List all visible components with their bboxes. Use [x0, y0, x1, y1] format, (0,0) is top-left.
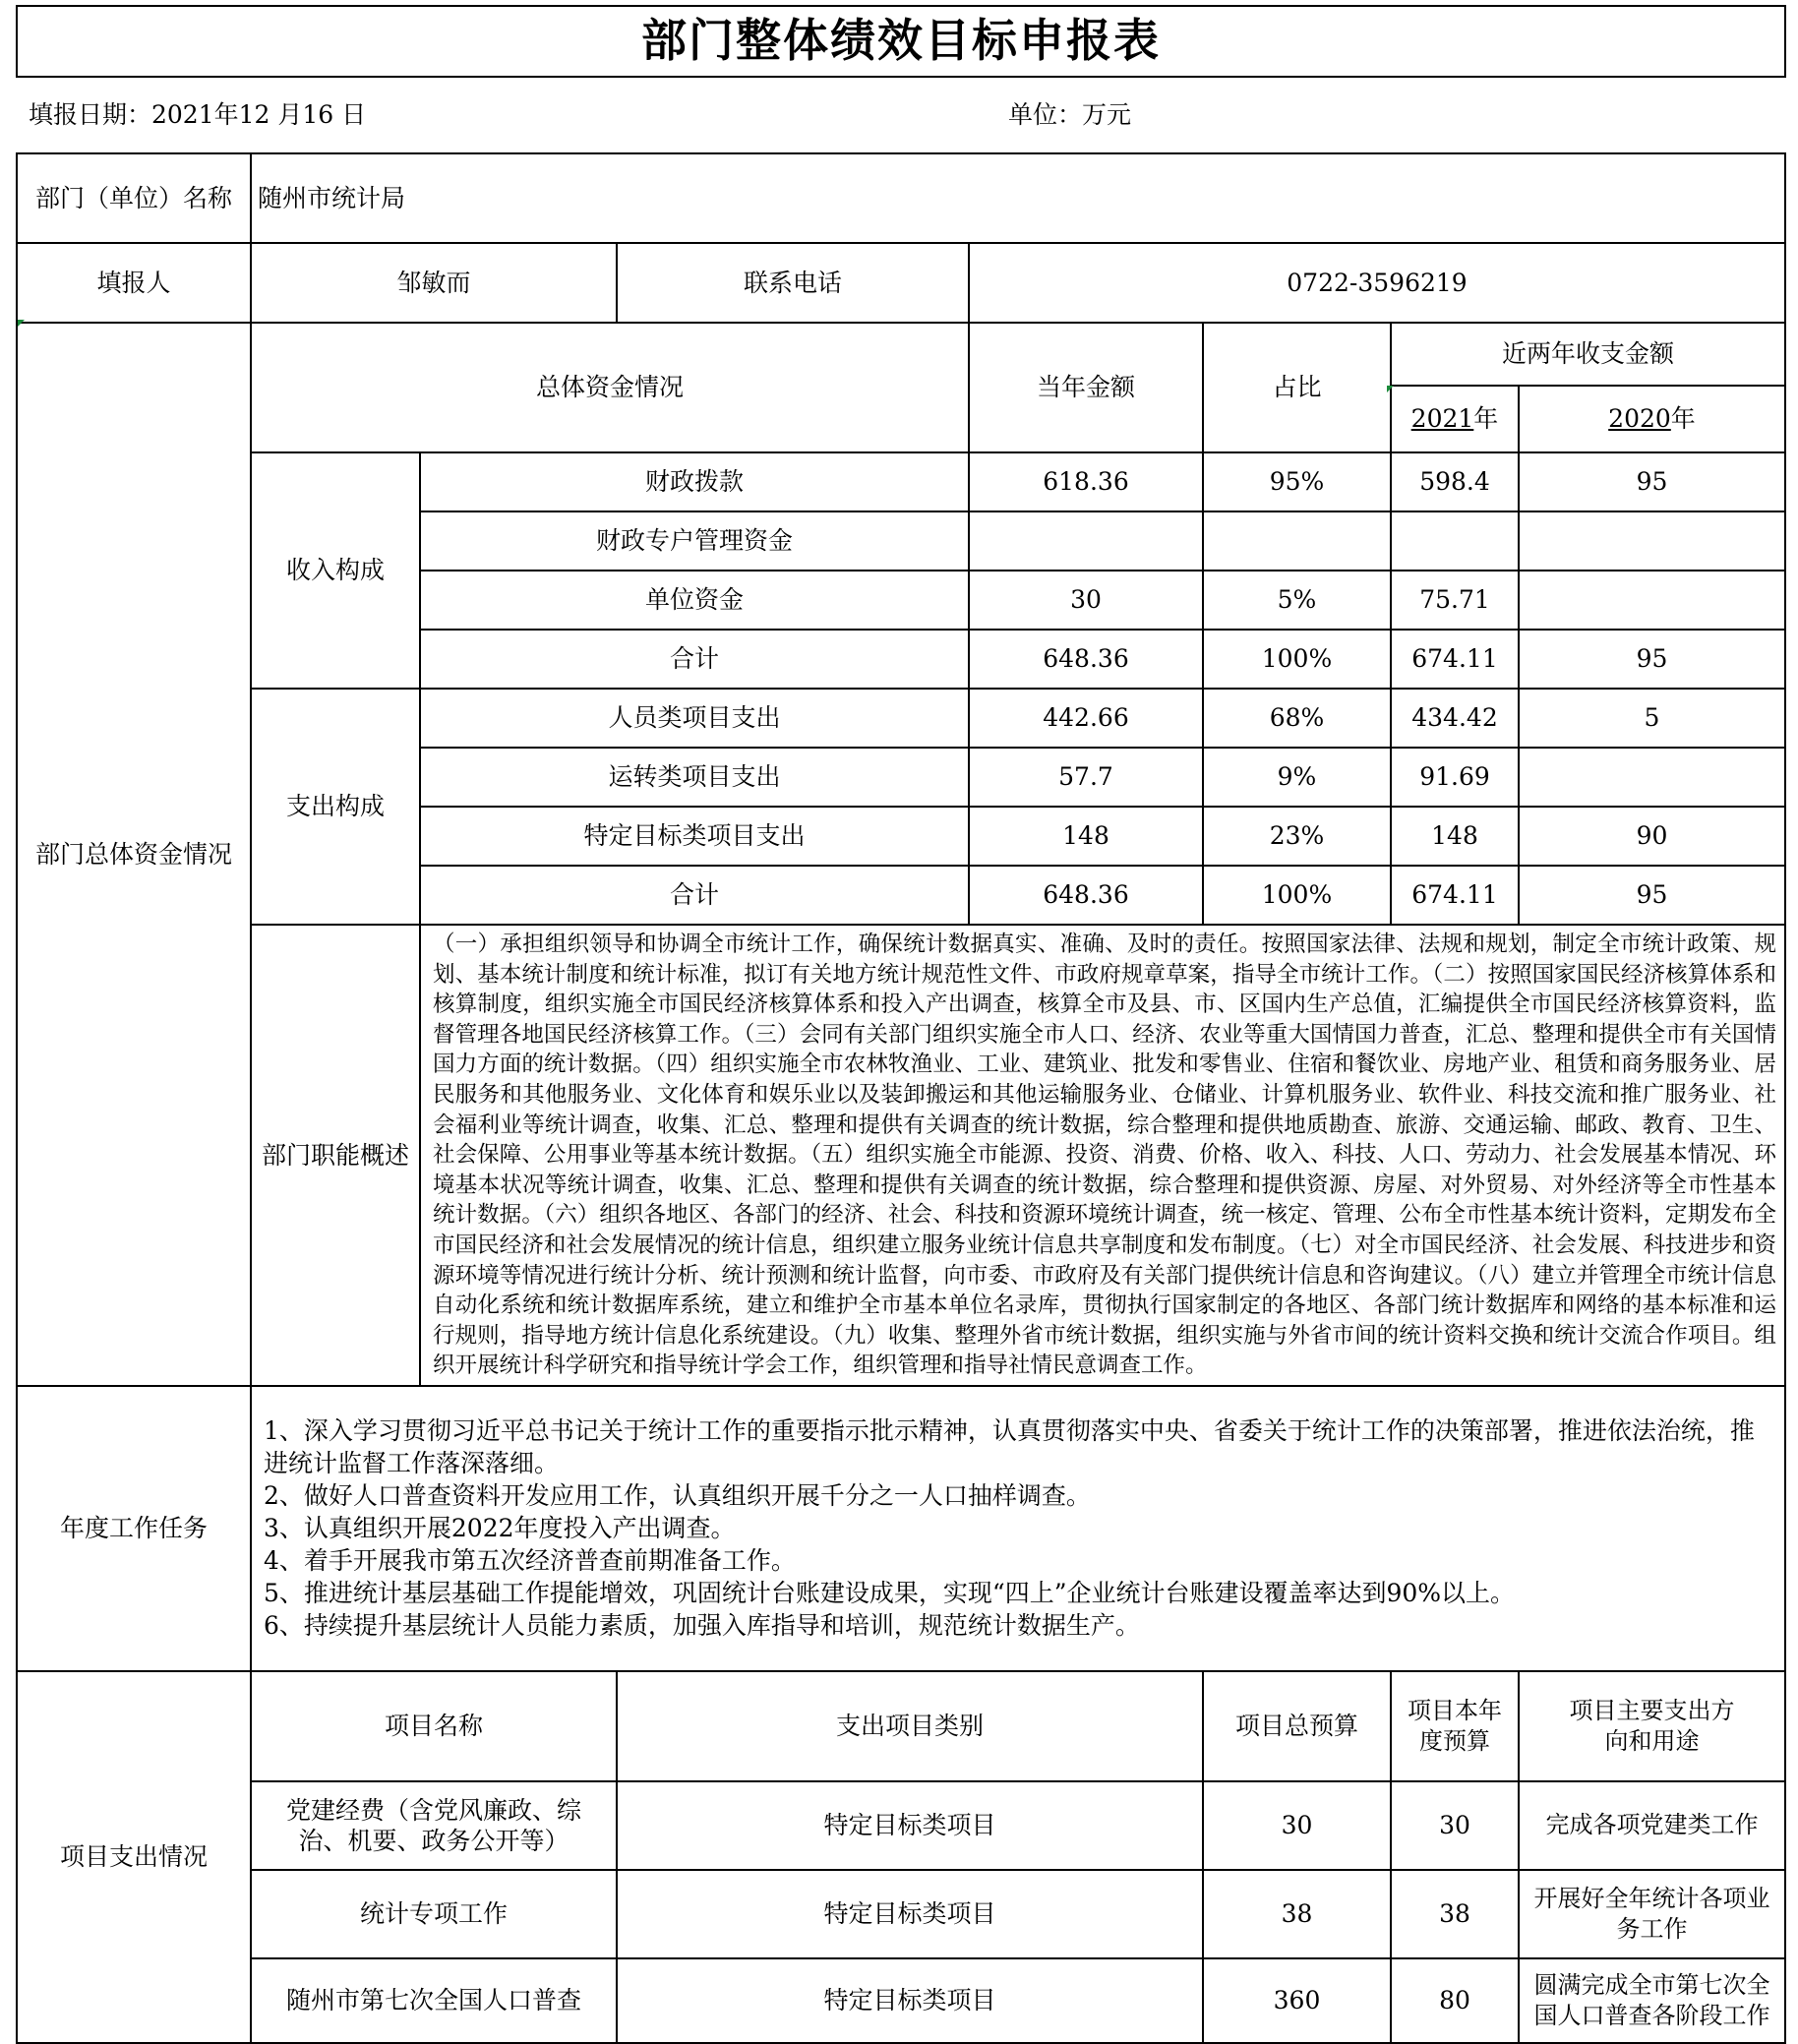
income-row-amount: 30 [969, 571, 1203, 630]
table-row [17, 1958, 1785, 2043]
unit-label: 单位：万元 [969, 77, 1785, 153]
income-row-2021: 598.4 [1391, 452, 1519, 511]
income-row-ratio: 95% [1203, 452, 1391, 511]
list-item: 1、深入学习贯彻习近平总书记关于统计工作的重要指示批示精神，认真贯彻落实中央、省委关于统计工作的决策部署，推进依法治统，推进统计监督工作落深落细。 [264, 1416, 1755, 1478]
expense-row-amount: 442.66 [969, 689, 1203, 748]
project-category: 特定目标类项目 [617, 1870, 1203, 1958]
project-total-header: 项目总预算 [1203, 1671, 1391, 1781]
list-item: 2、做好人口普查资料开发应用工作，认真组织开展千分之一人口抽样调查。 [264, 1481, 1091, 1511]
project-total: 38 [1203, 1870, 1391, 1958]
project-name-header: 项目名称 [251, 1671, 617, 1781]
income-row-2020 [1519, 571, 1785, 630]
project-category: 特定目标类项目 [617, 1781, 1203, 1870]
expense-row-2021: 674.11 [1391, 866, 1519, 925]
form-title: 部门整体绩效目标申报表 [17, 6, 1785, 77]
expense-row-ratio: 23% [1203, 807, 1391, 866]
income-row-name: 财政拨款 [420, 452, 969, 511]
project-annual: 30 [1391, 1781, 1519, 1870]
dept-name-value: 随州市统计局 [251, 153, 1785, 243]
expense-row-ratio: 9% [1203, 748, 1391, 807]
expense-label: 支出构成 [251, 689, 420, 925]
expense-row-2020: 5 [1519, 689, 1785, 748]
project-total: 30 [1203, 1781, 1391, 1870]
income-row-2020 [1519, 511, 1785, 571]
project-annual: 80 [1391, 1958, 1519, 2043]
project-category-header: 支出项目类别 [617, 1671, 1203, 1781]
income-row-name: 合计 [420, 630, 969, 689]
two-year-header: 近两年收支金额 [1391, 323, 1785, 386]
expense-row-amount: 57.7 [969, 748, 1203, 807]
functions-label: 部门职能概述 [251, 925, 420, 1386]
expense-row-amount: 148 [969, 807, 1203, 866]
phone-label: 联系电话 [617, 243, 969, 323]
table-row [17, 689, 1785, 748]
expense-row-name: 特定目标类项目支出 [420, 807, 969, 866]
income-row-2020: 95 [1519, 452, 1785, 511]
year-2020-header: 2020年 [1519, 386, 1785, 452]
comment-marker-icon [1387, 386, 1394, 392]
project-total: 360 [1203, 1958, 1391, 2043]
income-row-ratio: 5% [1203, 571, 1391, 630]
project-purpose: 完成各项党建类工作 [1519, 1781, 1785, 1870]
project-name: 随州市第七次全国人口普查 [251, 1958, 617, 2043]
expense-row-ratio: 100% [1203, 866, 1391, 925]
project-category: 特定目标类项目 [617, 1958, 1203, 2043]
income-row-name: 财政专户管理资金 [420, 511, 969, 571]
filler-value: 邹敏而 [251, 243, 617, 323]
expense-row-2021: 148 [1391, 807, 1519, 866]
tasks-label: 年度工作任务 [17, 1386, 251, 1671]
expense-row-amount: 648.36 [969, 866, 1203, 925]
comment-marker-icon [18, 320, 25, 327]
project-annual-header: 项目本年度预算 [1391, 1671, 1519, 1781]
list-item: 4、着手开展我市第五次经济普查前期准备工作。 [264, 1546, 796, 1576]
funds-section-label: 部门总体资金情况 [17, 323, 251, 1386]
income-row-name: 单位资金 [420, 571, 969, 630]
functions-text: （一）承担组织领导和协调全市统计工作，确保统计数据真实、准确、及时的责任。按照国家法律、法规和规划，制定全市统计政策、规划、基本统计制度和统计标准，拟订有关地方统计规范性文件、市政府规章草案，指导全市统计工作。（二）按照国家国民经济核算体系和核算制度，组织实施全市国民经济核算体系和投入产出调查，核算全市及县、市、区国内生产总值，汇编提供全市国民经济核算资料，监督管理各地国民经济核算工作。（三）会同有关部门组织实施全市人口、经济、农业等重大国情国力普查，汇总、整理和提供全市有关国情国力方面的统计数据。（四）组织实施全市农林牧渔业、工业、建筑业、批发和零售业、住宿和餐饮业、房地产业、租赁和商务服务业、居民服务和其他服务业、文化体育和娱乐业以及装卸搬运和其他运输服务业、仓储业、计算机服务业、软件业、科技交流和推广服务业、社会福利业等统计调查，收集、汇总、整理和提供有关调查的统计数据，综合整理和提供地质勘查、旅游、交通运输、邮政、教育、卫生、社会保障、公用事业等基本统计数据。（五）组织实施全市能源、投资、消费、价格、收入、科技、人口、劳动力、社会发展基本情况、环境基本状况等统计调查，收集、汇总、整理和提供有关调查的统计数据，综合整理和提供资源、房屋、对外贸易、对外经济等全市性基本统计数据。（六）组织各地区、各部门的经济、社会、科技和资源环境统计调查，统一核定、管理、公布全市性基本统计资料，定期发布全市国民经济和社会发展情况的统计信息，组织建立服务业统计信息共享制度和发布制度。（七）对全市国民经济、社会发展、科技进步和资源环境等情况进行统计分析、统计预测和统计监督，向市委、市政府及有关部门提供统计信息和咨询建议。（八）建立并管理全市统计信息自动化系统和统计数据库系统，建立和维护全市基本单位名录库，贯彻执行国家制定的各地区、各部门统计数据库和网络的基本标准和运行规则，指导地方统计信息化系统建设。（九）收集、整理外省市统计数据，组织实施与外省市间的统计资料交换和统计交流合作项目。组织开展统计科学研究和指导统计学会工作，组织管理和指导社情民意调查工作。 [420, 925, 1785, 1386]
expense-row-2020 [1519, 748, 1785, 807]
year-2021-header: 2021年 [1391, 386, 1519, 452]
dept-name-label: 部门（单位）名称 [17, 153, 251, 243]
income-row-amount [969, 511, 1203, 571]
expense-row-2021: 91.69 [1391, 748, 1519, 807]
phone-value: 0722-3596219 [969, 243, 1785, 323]
project-name: 党建经费（含党风廉政、综治、机要、政务公开等） [251, 1781, 617, 1870]
table-row [17, 1870, 1785, 1958]
income-row-2021: 674.11 [1391, 630, 1519, 689]
performance-form [16, 5, 1784, 2029]
income-row-2021 [1391, 511, 1519, 571]
ratio-header: 占比 [1203, 323, 1391, 452]
table-row [17, 452, 1785, 511]
expense-row-name: 人员类项目支出 [420, 689, 969, 748]
expense-row-ratio: 68% [1203, 689, 1391, 748]
filler-label: 填报人 [17, 243, 251, 323]
project-annual: 38 [1391, 1870, 1519, 1958]
list-item: 3、认真组织开展2022年度投入产出调查。 [264, 1514, 736, 1543]
income-row-2020: 95 [1519, 630, 1785, 689]
income-row-2021: 75.71 [1391, 571, 1519, 630]
projects-label: 项目支出情况 [17, 1671, 251, 2043]
project-purpose: 开展好全年统计各项业务工作 [1519, 1870, 1785, 1958]
income-row-amount: 618.36 [969, 452, 1203, 511]
list-item: 6、持续提升基层统计人员能力素质，加强入库指导和培训，规范统计数据生产。 [264, 1611, 1140, 1641]
project-purpose: 圆满完成全市第七次全国人口普查各阶段工作 [1519, 1958, 1785, 2043]
fill-date: 填报日期：2021年12 月16 日 [17, 77, 969, 153]
tasks-list [251, 1386, 1785, 1671]
funds-overall-header: 总体资金情况 [251, 323, 969, 452]
table-row [17, 1781, 1785, 1870]
income-label: 收入构成 [251, 452, 420, 689]
income-row-ratio: 100% [1203, 630, 1391, 689]
expense-row-name: 运转类项目支出 [420, 748, 969, 807]
project-purpose-header: 项目主要支出方向和用途 [1519, 1671, 1785, 1781]
expense-row-2020: 95 [1519, 866, 1785, 925]
income-row-amount: 648.36 [969, 630, 1203, 689]
expense-row-name: 合计 [420, 866, 969, 925]
project-name: 统计专项工作 [251, 1870, 617, 1958]
income-row-ratio [1203, 511, 1391, 571]
expense-row-2021: 434.42 [1391, 689, 1519, 748]
form-table [16, 5, 1786, 2044]
list-item: 5、推进统计基层基础工作提能增效，巩固统计台账建设成果，实现“四上”企业统计台账建设覆盖率达到90%以上。 [264, 1579, 1516, 1608]
current-amount-header: 当年金额 [969, 323, 1203, 452]
expense-row-2020: 90 [1519, 807, 1785, 866]
